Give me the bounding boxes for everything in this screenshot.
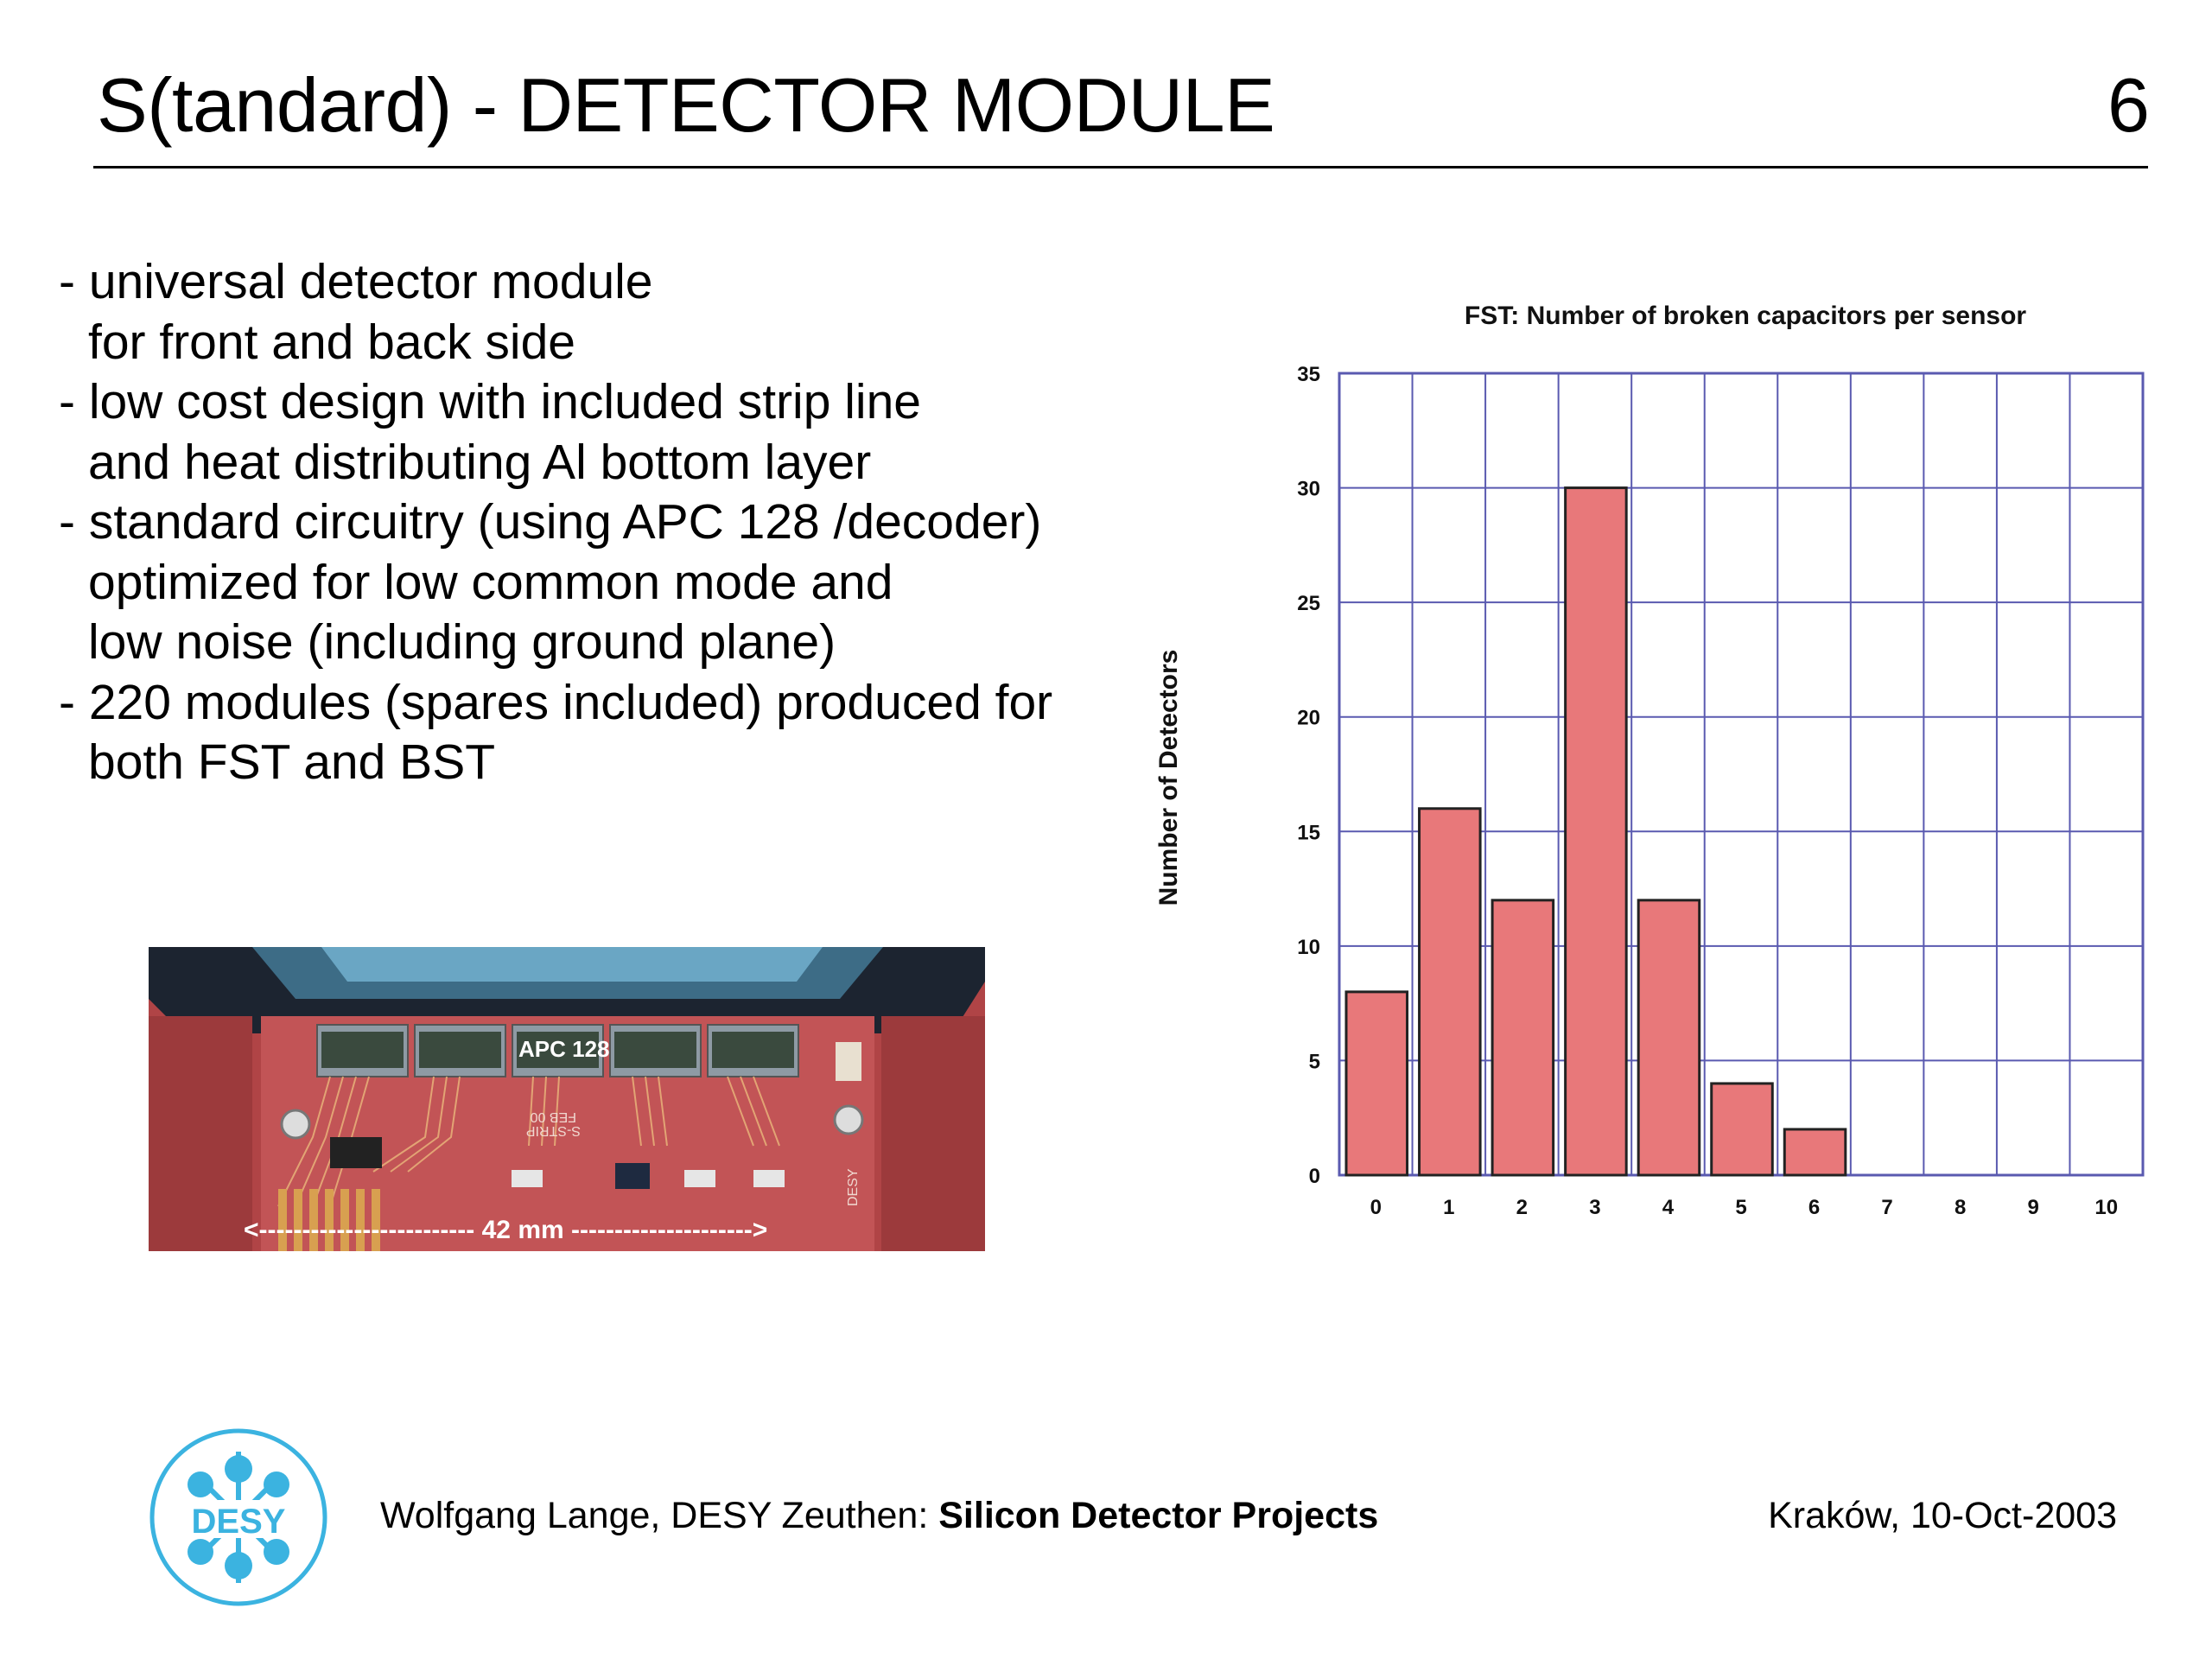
y-tick-label: 10 [1297,935,1320,959]
board-text-1: S-STRIP [525,1123,581,1138]
histogram-svg [1141,294,2177,1244]
x-tick-label: 2 [1516,1196,1529,1219]
y-tick-label: 15 [1297,821,1320,845]
bar-3 [1566,488,1627,1175]
x-tick-label: 6 [1808,1196,1821,1219]
bullet-3: - standard circuitry (using APC 128 /decoder) [59,494,1042,550]
bar-4 [1638,900,1700,1175]
bullet-4: - 220 modules (spares included) produced for [59,674,1053,730]
desy-logo [147,1426,330,1609]
bar-2 [1492,900,1554,1175]
y-tick-label: 5 [1308,1050,1320,1074]
y-tick-label: 30 [1297,477,1320,501]
bullet-2-cont: and heat distributing Al bottom layer [88,434,872,490]
bar-0 [1346,992,1408,1175]
bar-1 [1420,809,1481,1175]
title-divider [93,166,2148,168]
board-side-label: DESY [846,1168,861,1206]
y-tick-label: 20 [1297,706,1320,730]
bullet-4-cont: both FST and BST [88,734,496,790]
x-tick-label: 5 [1735,1196,1747,1219]
x-tick-label: 7 [1881,1196,1893,1219]
footer-credit [380,1497,1378,1535]
detector-module-photo [149,947,985,1251]
y-tick-label: 35 [1297,363,1320,386]
desy-logo-icon [147,1426,330,1609]
slide-title: S(tandard) - DETECTOR MODULE [97,62,1275,148]
logo-text: DESY [191,1503,286,1541]
bullet-1-cont: for front and back side [88,314,575,370]
chart-title: FST: Number of broken capacitors per sensor [1464,302,2027,330]
x-tick-label: 8 [1954,1196,1967,1219]
x-tick-label: 0 [1370,1196,1382,1219]
chip-label: APC 128 [518,1036,610,1062]
detector-module-illustration [149,947,985,1251]
bullet-3-cont-2: low noise (including ground plane) [88,614,836,670]
y-tick-label: 25 [1297,592,1320,616]
footer-author: Wolfgang Lange, DESY Zeuthen: [380,1495,939,1536]
bullet-3-cont-1: optimized for low common mode and [88,554,893,610]
y-axis-label: Number of Detectors [1154,649,1183,906]
x-tick-label: 4 [1662,1196,1675,1219]
y-tick-label: 0 [1308,1165,1320,1188]
page-number: 6 [2107,62,2150,148]
board-text-2: FEB 00 [530,1109,576,1124]
x-tick-label: 1 [1443,1196,1455,1219]
bullet-2: - low cost design with included strip line [59,374,921,429]
bar-6 [1784,1129,1846,1175]
scale-label: <------------------------- 42 mm ---------------------> [244,1216,768,1244]
bar-5 [1712,1084,1773,1175]
x-tick-label: 10 [2094,1196,2119,1219]
bullet-list [59,252,1052,793]
footer-project: Silicon Detector Projects [938,1495,1379,1536]
x-tick-label: 9 [2027,1196,2039,1219]
bullet-1: - universal detector module [59,254,653,309]
histogram-chart [1141,294,2177,1244]
footer-date: Kraków, 10-Oct-2003 [1768,1495,2117,1536]
x-tick-label: 3 [1589,1196,1601,1219]
